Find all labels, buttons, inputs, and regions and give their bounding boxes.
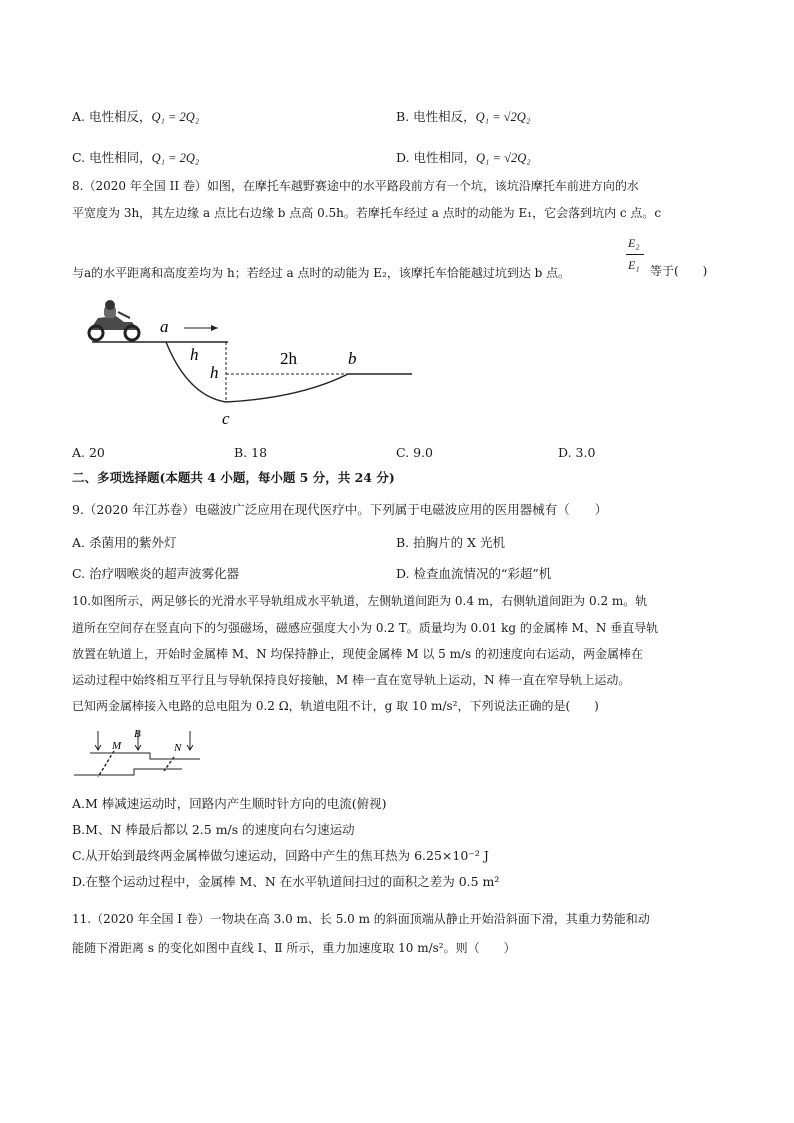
label-m: M [112, 740, 122, 752]
section-2-heading: 二、多项选择题(本题共 4 小题，每小题 5 分，共 24 分) [72, 470, 395, 485]
rod-m [98, 751, 114, 777]
label-n: N [174, 742, 182, 754]
q11-stem-line1: 11.（2020 年全国 I 卷）一物块在高 3.0 m、长 5.0 m 的斜面顶端从静止开始沿斜面下滑，其重力势能和动 [72, 912, 650, 926]
q8-stem-line1: 8.（2020 年全国 II 卷）如图，在摩托车越野赛途中的水平路段前方有一个坑，该坑沿摩托车前进方向的水 [72, 179, 639, 193]
q7-option-a-formula: Q₁ = 2Q₂ [151, 110, 200, 124]
q8-stem-tail: 等于( ) [650, 264, 708, 278]
q7-option-b-formula: Q₁ = √2Q₂ [475, 110, 531, 124]
q8-stem-line3: 与a的水平距离和高度差均为 h；若经过 a 点时的动能为 E₂，该摩托车恰能越过坑到达 b 点。 [72, 266, 571, 280]
q7-option-c-formula: Q₁ = 2Q₂ [151, 151, 200, 165]
q7-option-c-label: C. 电性相同， [72, 150, 152, 165]
q8-fraction-numerator: E₂ [628, 236, 640, 250]
q7-option-a[interactable] [72, 109, 199, 125]
q10-option-a[interactable]: A.M 棒减速运动时，回路内产生顺时针方向的电流(俯视) [72, 796, 387, 811]
q7-option-d-formula: Q₁ = √2Q₂ [476, 151, 531, 165]
label-c: c [222, 409, 230, 428]
q10-stem-line1: 10.如图所示，两足够长的光滑水平导轨组成水平轨道，左侧轨道间距为 0.4 m，右侧轨道间距为 0.2 m。轨 [72, 594, 648, 608]
q10-figure [70, 725, 210, 785]
q8-option-a[interactable]: A. 20 [72, 445, 105, 460]
q10-stem-line5: 已知两金属棒接入电路的总电阻为 0.2 Ω，轨道电阻不计，g 取 10 m/s²，下列说法正确的是( ) [72, 699, 599, 713]
velocity-arrowhead [211, 325, 218, 331]
q9-option-a[interactable]: A. 杀菌用的紫外灯 [72, 535, 177, 550]
q7-option-b-label: B. 电性相反， [396, 109, 476, 124]
q8-option-b[interactable]: B. 18 [234, 445, 268, 460]
q8-option-c[interactable]: C. 9.0 [396, 445, 433, 460]
q11-stem-line2: 能随下滑距离 s 的变化如图中直线 Ⅰ、Ⅱ 所示，重力加速度取 10 m/s²。则（ ） [72, 941, 516, 955]
q10-option-b[interactable]: B.M、N 棒最后都以 2.5 m/s 的速度向右匀速运动 [72, 822, 355, 837]
q9-option-c[interactable]: C. 治疗咽喉炎的超声波雾化器 [72, 566, 240, 581]
q7-option-c[interactable] [72, 150, 199, 166]
label-h-upper: h [190, 345, 199, 364]
label-h-side: h [210, 363, 219, 382]
label-2h: 2h [280, 349, 297, 368]
q8-fraction-denominator: E₁ [628, 258, 640, 272]
q10-stem-line2: 道所在空间存在竖直向下的匀强磁场，磁感应强度大小为 0.2 T。质量均为 0.01 kg 的金属棒 M、N 垂直导轨 [72, 621, 659, 635]
q8-stem-line2: 平宽度为 3h，其左边缘 a 点比右边缘 b 点高 0.5h。若摩托车经过 a 点时的动能为 E₁，它会落到坑内 c 点。c [72, 206, 662, 220]
motorcycle-icon [89, 300, 139, 340]
q8-figure [80, 300, 420, 435]
q7-option-b[interactable] [396, 109, 530, 125]
q10-stem-line4: 运动过程中始终相互平行且与导轨保持良好接触，M 棒一直在宽导轨上运动，N 棒一直在窄导轨上运动。 [72, 673, 631, 687]
q9-stem: 9.（2020 年江苏卷）电磁波广泛应用在现代医疗中。下列属于电磁波应用的医用器械有（ ） [72, 502, 608, 517]
q8-option-d[interactable]: D. 3.0 [558, 445, 596, 460]
q8-fraction-bar [626, 254, 644, 255]
label-field-b: B [134, 728, 141, 740]
q7-option-d[interactable] [396, 150, 531, 166]
q9-option-b[interactable]: B. 拍胸片的 X 光机 [396, 535, 505, 550]
label-a: a [160, 317, 169, 336]
rail-back [90, 753, 200, 759]
q10-option-d[interactable]: D.在整个运动过程中，金属棒 M、N 在水平轨道间扫过的面积之差为 0.5 m² [72, 874, 500, 889]
q7-option-a-label: A. 电性相反， [72, 109, 152, 124]
q7-option-d-label: D. 电性相同， [396, 150, 477, 165]
label-b: b [348, 349, 357, 368]
q10-stem-line3: 放置在轨道上，开始时金属棒 M、N 均保持静止，现使金属棒 M 以 5 m/s 的初速度向右运动，两金属棒在 [72, 647, 643, 661]
rail-front [74, 769, 182, 775]
q10-option-c[interactable]: C.从开始到最终两金属棒做匀速运动，回路中产生的焦耳热为 6.25×10⁻² J [72, 848, 489, 863]
q9-option-d[interactable]: D. 检查血流情况的“彩超”机 [396, 566, 552, 581]
